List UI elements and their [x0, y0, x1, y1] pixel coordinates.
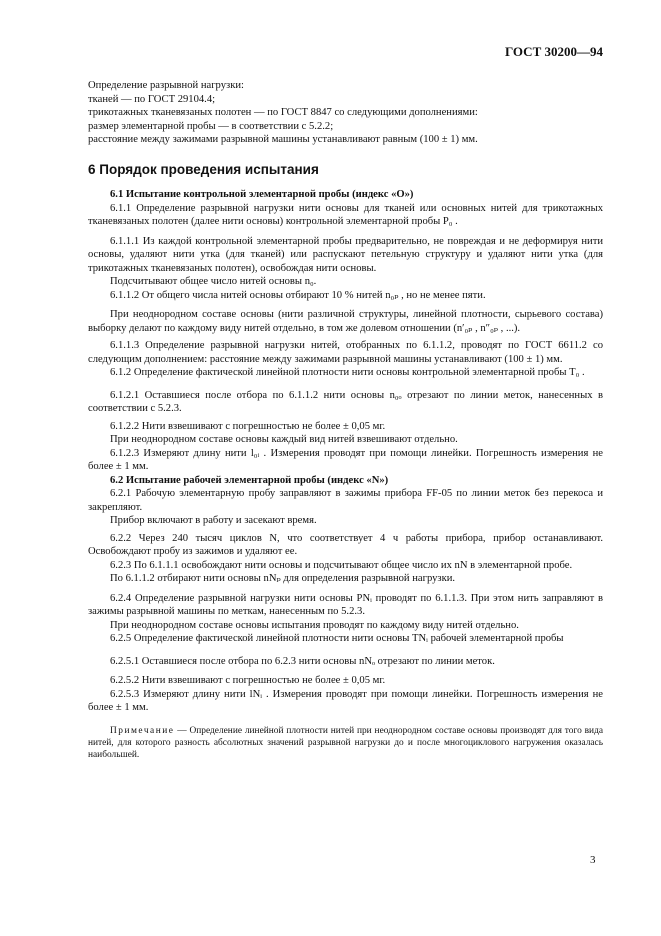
paragraph: 6.2.4 Определение разрывной нагрузки нити основы PNᵢ проводят по 6.1.1.3. При этом нить заправляют в зажимы разрывной машины по меткам, нанесенным по 5.2.3. [88, 592, 603, 617]
paragraph: При неоднородном составе основы испытания проводят по каждому виду нитей отдельно. [110, 619, 519, 631]
paragraph: 6.2.3 По 6.1.1.1 освобождают нити основы и подсчитывают общее число их nN в элементарной пробе. [110, 559, 573, 571]
paragraph: 6.1.2.3 Измеряют длину нити l₀ᵢ . Измерения проводят при помощи линейки. Погрешность измерения не более ± 1 мм. [88, 447, 603, 472]
note [88, 725, 603, 761]
paragraph: При неоднородном составе основы каждый вид нитей взвешивают отдельно. [110, 434, 458, 445]
paragraph: 6.1.2 Определение фактической линейной плотности нити основы контрольной элементарной пробы T₀ . [110, 367, 585, 378]
paragraph: По 6.1.1.2 отбирают нити основы nNₚ для определения разрывной нагрузки. [110, 573, 456, 584]
paragraph: тканей — по ГОСТ 29104.4; [88, 93, 216, 105]
paragraph: 6.1.1.2 От общего числа нитей основы отбирают 10 % нитей n₀ₚ , но не менее пяти. [110, 289, 486, 301]
page-number: 3 [590, 854, 596, 866]
document-body [88, 79, 603, 761]
paragraph: 6.2.5 Определение фактической линейной плотности нити основы TNᵢ рабочей элементарной пробы [110, 633, 564, 644]
paragraph: 6.1.1 Определение разрывной нагрузки нити основы для тканей или основных нитей для трикотажных тканевязаных полотен (далее нити основы) контрольной элементарной пробы P₀ . [88, 202, 603, 227]
paragraph: Подсчитывают общее число нитей основы n₀. [110, 276, 317, 287]
gost-header: ГОСТ 30200—94 [504, 44, 603, 59]
paragraph: 6.2.5.2 Нити взвешивают с погрешностью не более ± 0,05 мг. [110, 675, 386, 686]
paragraph: размер элементарной пробы — в соответствии с 5.2.2; [88, 120, 334, 132]
paragraph: 6.1.1.1 Из каждой контрольной элементарной пробы предварительно, не повреждая и не деформируя нити основы, удаляют нити утка (для тканей) или распускают петельную структуру и удаляют нити утка (для трикотажных тканевязаных полотен), освобождая нити основы. [88, 235, 603, 274]
paragraph: При неоднородном составе основы (нити различной структуры, линейной плотности, сырьевого состава) выборку делают по каждому виду нитей отдельно, в том же долевом отношении (n′₀ₚ , n″₀ₚ , ...). [88, 309, 603, 334]
paragraph: 6.1.1.3 Определение разрывной нагрузки нитей, отобранных по 6.1.1.2, проводят по ГОСТ 6611.2 со следующим дополнением: расстояние между зажимами разрывной машины устанавливают (100 ± 1) мм. [88, 340, 603, 365]
paragraph: Определение разрывной нагрузки: [88, 80, 244, 91]
paragraph: 6.2.2 Через 240 тысяч циклов N, что соответствует 4 ч работы прибора, прибор останавливают. Освобождают пробу из зажимов и удаляют ее. [88, 532, 603, 557]
paragraph: 6.2.5.3 Измеряют длину нити lNᵢ . Измерения проводят при помощи линейки. Погрешность измерения не более ± 1 мм. [88, 688, 603, 713]
paragraph: трикотажных тканевязаных полотен — по ГОСТ 8847 со следующими дополнениями: [88, 107, 478, 118]
paragraph: Прибор включают в работу и засекают время. [110, 515, 317, 526]
section-title: 6 Порядок проведения испытания [88, 161, 319, 177]
paragraph: 6.2.1 Рабочую элементарную пробу заправляют в зажимы прибора FF-05 по линии меток без перекоса и закрепляют. [88, 488, 603, 513]
note-label: Примечание [110, 725, 175, 736]
paragraph: 6.1.2.2 Нити взвешивают с погрешностью не более ± 0,05 мг. [110, 420, 386, 432]
subsection-heading: 6.1 Испытание контрольной элементарной пробы (индекс «О») [110, 189, 414, 200]
paragraph: 6.2.5.1 Оставшиеся после отбора по 6.2.3 нити основы nNₒ отрезают по линии меток. [110, 655, 495, 667]
paragraph: расстояние между зажимами разрывной машины устанавливают равным (100 ± 1) мм. [88, 134, 478, 145]
subsection-heading: 6.2 Испытание рабочей элементарной пробы (индекс «N») [110, 474, 389, 486]
paragraph: 6.1.2.1 Оставшиеся после отбора по 6.1.1.2 нити основы n₀ₒ отрезают по линии меток, нанесенных в соответствии с 5.2.3. [88, 389, 603, 414]
note-text: — Определение линейной плотности нитей при неоднородном составе основы производят для того вида нитей, для которого разность абсолютных значений разрывной нагрузки до и после многоциклового нагружения оказалась наибольшей. [88, 725, 603, 760]
